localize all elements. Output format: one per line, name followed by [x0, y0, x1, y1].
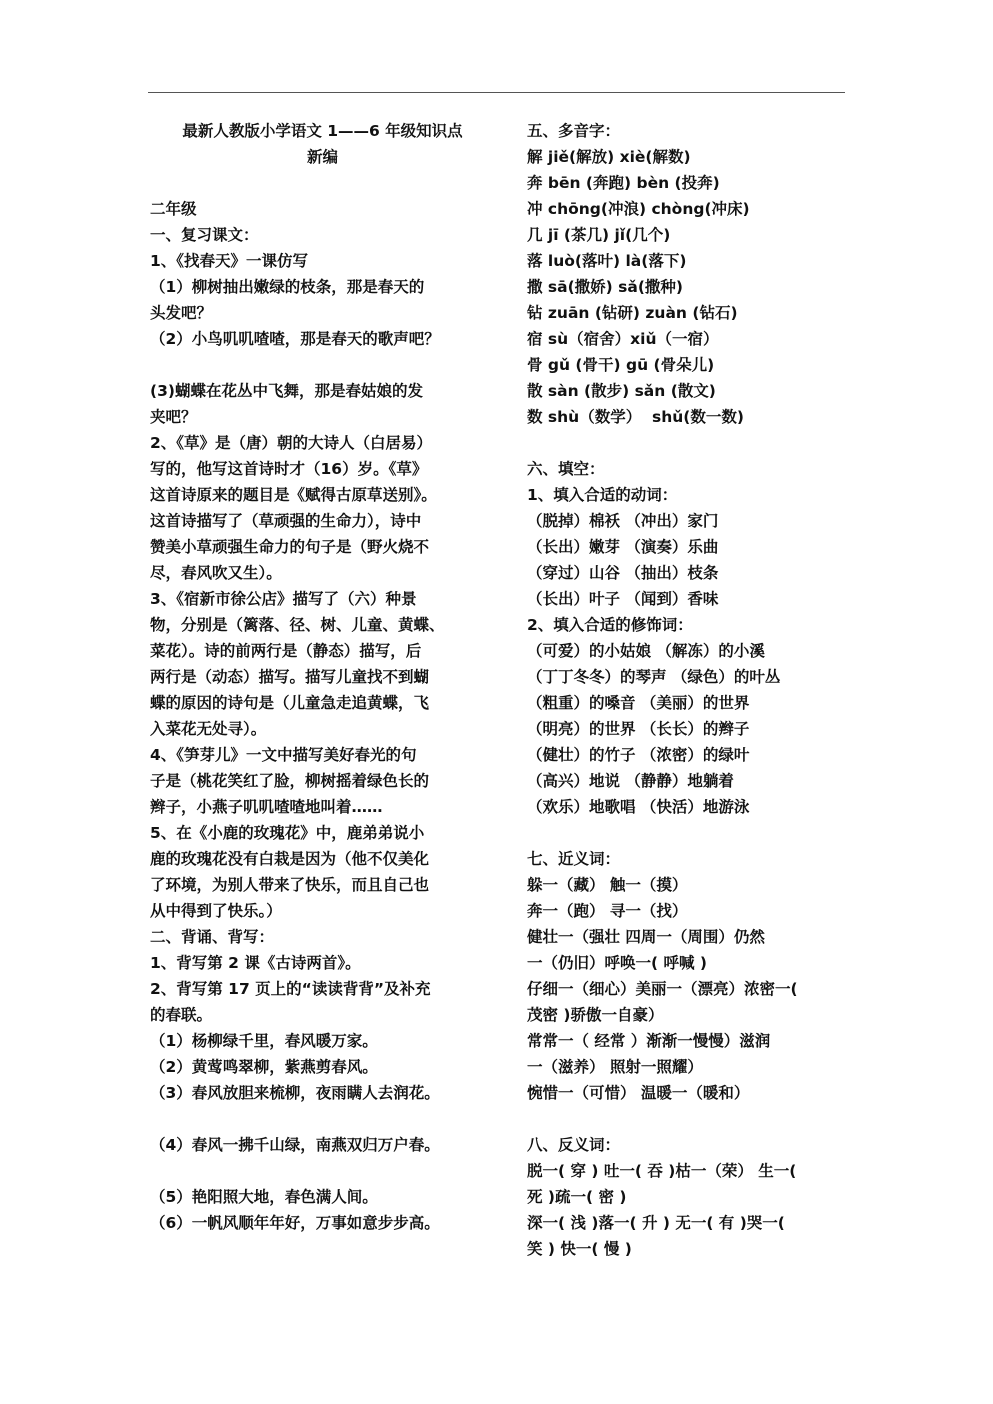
text-line: 二、背诵、背写： — [150, 928, 275, 946]
text-line: 2、背写第 17 页上的“读读背背”及补充 — [150, 980, 431, 998]
text-line: 赞美小草顽强生命力的句子是（野火烧不 — [150, 538, 430, 556]
text-line: 落 luò(落叶) là(落下) — [527, 252, 687, 270]
text-line: 健壮一（强壮 四周一（周围）仍然 — [527, 928, 765, 946]
text-line: 5、在《小鹿的玫瑰花》中，鹿弟弟说小 — [150, 824, 425, 842]
text-line: 死 )疏一( 密 ) — [527, 1188, 627, 1206]
text-line: （4）春风一拂千山绿，南燕双归万户春。 — [150, 1136, 440, 1154]
text-line: 解 jiě(解放) xiè(解数) — [527, 148, 691, 166]
text-line: 1、填入合适的动词： — [527, 486, 678, 504]
text-line: （长出）嫩芽 （演奏）乐曲 — [527, 538, 719, 556]
text-line: （脱掉）棉袄 （冲出）家门 — [527, 512, 719, 530]
text-line: 一、复习课文： — [150, 226, 259, 244]
text-line: （可爱）的小姑娘 （解冻）的小溪 — [527, 642, 765, 660]
text-line: 几 jī (茶几) jǐ(几个) — [527, 226, 671, 244]
right-column — [527, 118, 847, 1262]
text-line: 躲一（藏） 触一（摸） — [527, 876, 688, 894]
text-line: 惋惜一（可惜） 温暖一（暖和） — [527, 1084, 750, 1102]
text-line: 二年级 — [150, 200, 197, 218]
text-line: 这首诗原来的题目是《赋得古原草送别》。 — [150, 486, 437, 504]
text-line: 脱一( 穿 ) 吐一( 吞 )枯一（荣） 生一( — [527, 1162, 797, 1180]
text-line: 茂密 )骄傲一自豪） — [527, 1006, 664, 1024]
blank-line — [527, 820, 847, 846]
text-line: （3）春风放胆来梳柳，夜雨瞒人去润花。 — [150, 1084, 440, 1102]
text-line: 入菜花无处寻）。 — [150, 720, 267, 738]
text-line: 4、《笋芽儿》一文中描写美好春光的句 — [150, 746, 417, 764]
blank-line — [527, 430, 847, 456]
text-line: 宿 sù（宿舍）xiǔ（一宿） — [527, 330, 719, 348]
text-line: （长出）叶子 （闻到）香味 — [527, 590, 719, 608]
text-line: 钻 zuān (钻研) zuàn (钻石) — [527, 304, 738, 322]
left-column — [150, 118, 495, 1236]
text-line: （粗重）的嗓音 （美丽）的世界 — [527, 694, 750, 712]
text-line: 一（仍旧）呼唤一( 呼喊 ) — [527, 954, 707, 972]
text-line: 1、《找春天》一课仿写 — [150, 252, 309, 270]
text-line: 散 sàn (散步) sǎn (散文) — [527, 382, 716, 400]
text-line: 1、背写第 2 课《古诗两首》。 — [150, 954, 361, 972]
text-line: 奔一（跑） 寻一（找） — [527, 902, 688, 920]
text-line: 物，分别是（篱落、径、树、儿童、黄蝶、 — [150, 616, 445, 634]
text-line: （2）小鸟叽叽喳喳，那是春天的歌声吧？ — [150, 330, 440, 348]
text-line: 骨 gǔ (骨干) gū (骨朵儿) — [527, 356, 715, 374]
text-line: 写的，他写这首诗时才（16）岁。《草》 — [150, 460, 428, 478]
text-line: 常常一（ 经常 ）渐渐一慢慢）滋润 — [527, 1032, 771, 1050]
text-line: 撒 sā(撒娇) sǎ(撒种) — [527, 278, 683, 296]
text-line: 一（滋养） 照射一照耀） — [527, 1058, 703, 1076]
text-line: 的春联。 — [150, 1006, 213, 1024]
blank-line — [150, 1158, 495, 1184]
document-title-line: 最新人教版小学语文 1——6 年级知识点 — [182, 122, 463, 140]
text-line: 夹吧？ — [150, 408, 197, 426]
text-line: 3、《宿新市徐公店》描写了（六）种景 — [150, 590, 417, 608]
text-line: 仔细一（细心）美丽一（漂亮）浓密一( — [527, 980, 798, 998]
text-line: （1）杨柳绿千里，春风暖万家。 — [150, 1032, 378, 1050]
text-line: 冲 chōng(冲浪) chòng(冲床) — [527, 200, 750, 218]
text-line: 鹿的玫瑰花没有白栽是因为（他不仅美化 — [150, 850, 430, 868]
blank-line — [527, 1106, 847, 1132]
document-title-line: 新编 — [306, 148, 338, 166]
blank-line — [150, 170, 495, 196]
text-line: 蝶的原因的诗句是（儿童急走追黄蝶，飞 — [150, 694, 430, 712]
text-line: （2）黄莺鸣翠柳，紫燕剪春风。 — [150, 1058, 378, 1076]
text-line: 数 shù（数学） shǔ(数一数) — [527, 408, 744, 426]
text-line: （欢乐）地歌唱 （快活）地游泳 — [527, 798, 750, 816]
text-line: （5）艳阳照大地，春色满人间。 — [150, 1188, 378, 1206]
text-line: 深一( 浅 )落一( 升 ) 无一( 有 )哭一( — [527, 1214, 785, 1232]
blank-line — [150, 352, 495, 378]
text-line: 五、多音字： — [527, 122, 621, 140]
text-line: 六、填空： — [527, 460, 605, 478]
text-line: 从中得到了快乐。） — [150, 902, 282, 920]
text-line: 菜花）。诗的前两行是（静态）描写，后 — [150, 642, 422, 660]
text-line: 两行是（动态）描写。描写儿童找不到蝴 — [150, 668, 430, 686]
text-line: (3)蝴蝶在花丛中飞舞，那是春姑娘的发 — [150, 382, 423, 400]
text-line: 了环境，为别人带来了快乐，而且自己也 — [150, 876, 430, 894]
text-line: （丁丁冬冬）的琴声 （绿色）的叶丛 — [527, 668, 781, 686]
text-line: 笑 ) 快一( 慢 ) — [527, 1240, 632, 1258]
text-line: （1）柳树抽出嫩绿的枝条，那是春天的 — [150, 278, 425, 296]
text-line: 辫子，小燕子叽叽喳喳地叫着…… — [150, 798, 383, 816]
text-line: 七、近义词： — [527, 850, 621, 868]
text-line: 这首诗描写了（草顽强的生命力），诗中 — [150, 512, 422, 530]
header-rule — [148, 92, 845, 93]
blank-line — [150, 1106, 495, 1132]
text-line: 尽，春风吹又生）。 — [150, 564, 282, 582]
text-line: （健壮）的竹子 （浓密）的绿叶 — [527, 746, 750, 764]
text-line: 2、《草》是（唐）朝的大诗人（白居易） — [150, 434, 433, 452]
text-line: （明亮）的世界 （长长）的辫子 — [527, 720, 750, 738]
text-line: 2、填入合适的修饰词： — [527, 616, 693, 634]
text-line: 奔 bēn (奔跑) bèn (投奔) — [527, 174, 720, 192]
text-line: 子是（桃花笑红了脸，柳树摇着绿色长的 — [150, 772, 430, 790]
text-line: 八、反义词： — [527, 1136, 621, 1154]
text-line: （6）一帆风顺年年好，万事如意步步高。 — [150, 1214, 440, 1232]
text-line: （穿过）山谷 （抽出）枝条 — [527, 564, 719, 582]
text-line: （高兴）地说 （静静）地躺着 — [527, 772, 734, 790]
text-line: 头发吧？ — [150, 304, 213, 322]
